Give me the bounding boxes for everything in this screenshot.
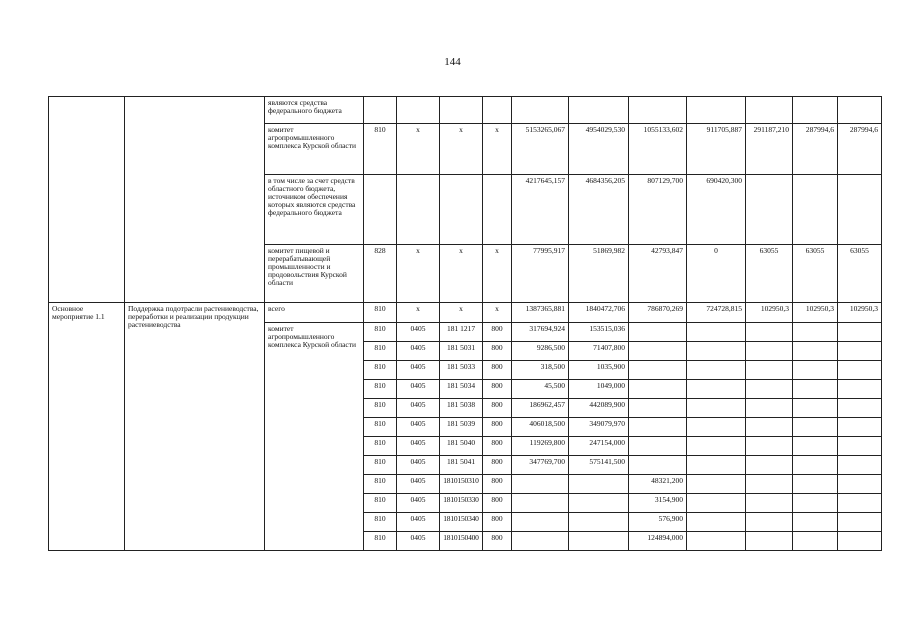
value-cell: 911705,887: [687, 124, 746, 175]
name-cell: Поддержка подотрасли растениеводства, переработки и реализации продукции растениеводства: [125, 303, 265, 551]
value-cell: 71407,800: [569, 342, 629, 361]
csr-cell: 1810150340: [440, 513, 483, 532]
executor-cell: комитет агропромышленного комплекса Курской области: [265, 124, 364, 175]
value-cell: 287994,6: [838, 124, 882, 175]
rz-cell: 0405: [397, 380, 440, 399]
value-cell: [629, 418, 687, 437]
value-cell: 317694,924: [512, 323, 569, 342]
value-cell: 349079,970: [569, 418, 629, 437]
value-cell: 318,500: [512, 361, 569, 380]
value-cell: 51869,982: [569, 245, 629, 303]
vr-cell: x: [483, 124, 512, 175]
vr-cell: 800: [483, 437, 512, 456]
rz-cell: 0405: [397, 494, 440, 513]
grbs-cell: 810: [364, 475, 397, 494]
grbs-cell: 810: [364, 342, 397, 361]
rz-cell: 0405: [397, 361, 440, 380]
grbs-cell: 810: [364, 532, 397, 551]
value-cell: 186962,457: [512, 399, 569, 418]
value-cell: [629, 323, 687, 342]
source-cell: в том числе за счет средств областного бюджета, источником обеспечения которых являются средства федерального бюджета: [265, 175, 364, 245]
vr-cell: 800: [483, 323, 512, 342]
value-cell: 807129,700: [629, 175, 687, 245]
rz-cell: 0405: [397, 418, 440, 437]
executor-cell: комитет агропромышленного комплекса Курской области: [265, 323, 364, 551]
rz-cell: 0405: [397, 323, 440, 342]
value-cell: [629, 380, 687, 399]
grbs-cell: 810: [364, 380, 397, 399]
vr-cell: 800: [483, 475, 512, 494]
value-cell: 124894,000: [629, 532, 687, 551]
value-cell: 102950,3: [746, 303, 793, 323]
value-cell: 63055: [746, 245, 793, 303]
value-cell: 406018,500: [512, 418, 569, 437]
value-cell: 119269,800: [512, 437, 569, 456]
rz-cell: x: [397, 303, 440, 323]
value-cell: [629, 456, 687, 475]
executor-cell: комитет пищевой и перерабатывающей промышленности и продовольствия Курской области: [265, 245, 364, 303]
rz-cell: 0405: [397, 532, 440, 551]
grbs-cell: 810: [364, 399, 397, 418]
value-cell: 247154,000: [569, 437, 629, 456]
csr-cell: 181 5034: [440, 380, 483, 399]
value-cell: 102950,3: [838, 303, 882, 323]
value-cell: 42793,847: [629, 245, 687, 303]
value-cell: 45,500: [512, 380, 569, 399]
csr-cell: 181 5031: [440, 342, 483, 361]
value-cell: 4684356,205: [569, 175, 629, 245]
rz-cell: 0405: [397, 475, 440, 494]
value-cell: 690420,300: [687, 175, 746, 245]
status-cell: [49, 97, 125, 303]
value-cell: 48321,200: [629, 475, 687, 494]
value-cell: 4954029,530: [569, 124, 629, 175]
source-cell: являются средства федерального бюджета: [265, 97, 364, 124]
vr-cell: x: [483, 303, 512, 323]
value-cell: 287994,6: [793, 124, 838, 175]
value-cell: [569, 494, 629, 513]
csr-cell: x: [440, 303, 483, 323]
rz-cell: x: [397, 245, 440, 303]
csr-cell: 181 5040: [440, 437, 483, 456]
value-cell: [629, 361, 687, 380]
grbs-cell: 810: [364, 303, 397, 323]
value-cell: 3154,900: [629, 494, 687, 513]
vr-cell: 800: [483, 418, 512, 437]
table-row: [49, 97, 882, 124]
value-cell: [629, 437, 687, 456]
value-cell: [512, 513, 569, 532]
value-cell: 575141,500: [569, 456, 629, 475]
rz-cell: 0405: [397, 437, 440, 456]
rz-cell: 0405: [397, 513, 440, 532]
csr-cell: 1810150330: [440, 494, 483, 513]
value-cell: 1840472,706: [569, 303, 629, 323]
status-cell: Основное мероприятие 1.1: [49, 303, 125, 551]
grbs-cell: 810: [364, 456, 397, 475]
value-cell: [569, 475, 629, 494]
rz-cell: x: [397, 124, 440, 175]
vr-cell: 800: [483, 532, 512, 551]
csr-cell: 181 5038: [440, 399, 483, 418]
value-cell: 291187,210: [746, 124, 793, 175]
value-cell: 786870,269: [629, 303, 687, 323]
csr-cell: 1810150400: [440, 532, 483, 551]
value-cell: [569, 532, 629, 551]
rz-cell: 0405: [397, 342, 440, 361]
csr-cell: 181 5039: [440, 418, 483, 437]
vr-cell: 800: [483, 342, 512, 361]
name-cell: [125, 97, 265, 303]
value-cell: [512, 494, 569, 513]
value-cell: 442089,900: [569, 399, 629, 418]
value-cell: 1055133,602: [629, 124, 687, 175]
value-cell: 4217645,157: [512, 175, 569, 245]
grbs-cell: 810: [364, 124, 397, 175]
grbs-cell: 810: [364, 323, 397, 342]
value-cell: 576,900: [629, 513, 687, 532]
grbs-cell: 810: [364, 418, 397, 437]
value-cell: 347769,700: [512, 456, 569, 475]
source-cell: всего: [265, 303, 364, 323]
rz-cell: 0405: [397, 456, 440, 475]
page-number: 144: [444, 56, 461, 68]
vr-cell: 800: [483, 494, 512, 513]
value-cell: 1049,000: [569, 380, 629, 399]
csr-cell: x: [440, 124, 483, 175]
value-cell: 5153265,067: [512, 124, 569, 175]
value-cell: [629, 342, 687, 361]
vr-cell: 800: [483, 513, 512, 532]
csr-cell: 181 1217: [440, 323, 483, 342]
csr-cell: 181 5041: [440, 456, 483, 475]
vr-cell: 800: [483, 380, 512, 399]
value-cell: [512, 532, 569, 551]
value-cell: 63055: [838, 245, 882, 303]
value-cell: [512, 475, 569, 494]
vr-cell: 800: [483, 399, 512, 418]
budget-table: [48, 96, 882, 551]
value-cell: 0: [687, 245, 746, 303]
csr-cell: 181 5033: [440, 361, 483, 380]
csr-cell: 1810150310: [440, 475, 483, 494]
value-cell: [629, 399, 687, 418]
table-row: [49, 303, 882, 323]
grbs-cell: 810: [364, 494, 397, 513]
value-cell: 63055: [793, 245, 838, 303]
grbs-cell: 810: [364, 361, 397, 380]
grbs-cell: 828: [364, 245, 397, 303]
vr-cell: 800: [483, 361, 512, 380]
rz-cell: 0405: [397, 399, 440, 418]
grbs-cell: 810: [364, 513, 397, 532]
value-cell: 1387365,881: [512, 303, 569, 323]
value-cell: 9286,500: [512, 342, 569, 361]
value-cell: 153515,036: [569, 323, 629, 342]
vr-cell: 800: [483, 456, 512, 475]
value-cell: [569, 513, 629, 532]
value-cell: 724728,815: [687, 303, 746, 323]
value-cell: 102950,3: [793, 303, 838, 323]
grbs-cell: 810: [364, 437, 397, 456]
value-cell: 77995,917: [512, 245, 569, 303]
vr-cell: x: [483, 245, 512, 303]
csr-cell: x: [440, 245, 483, 303]
value-cell: 1035,900: [569, 361, 629, 380]
